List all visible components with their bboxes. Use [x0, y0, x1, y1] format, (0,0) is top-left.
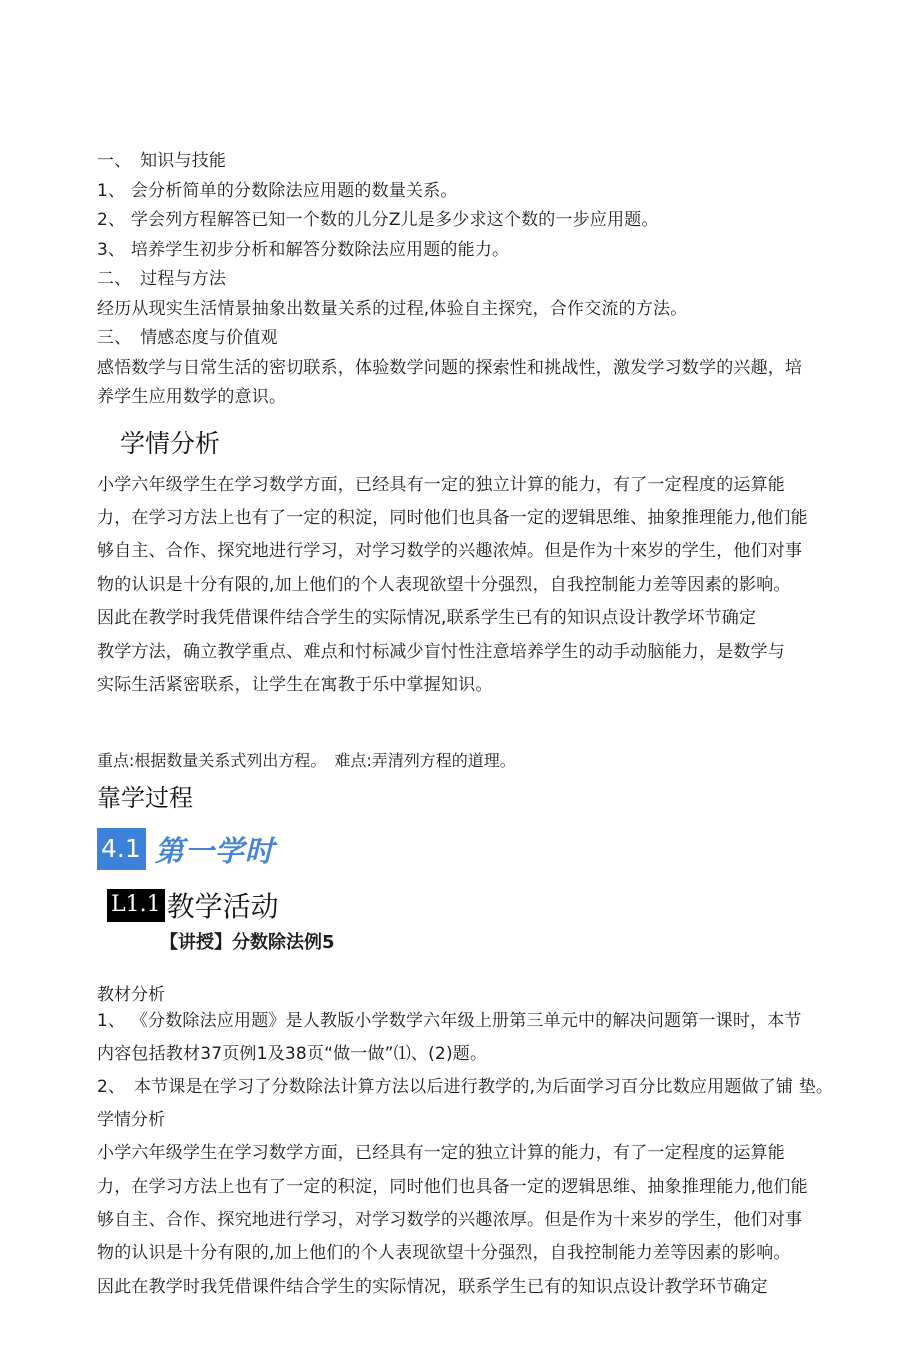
activity-row: [107, 887, 837, 923]
activity-title: 教学活动: [166, 890, 279, 924]
analysis-line: 实际生活紧密联系，让学生在寓教于乐中掌握知识。: [97, 674, 493, 695]
material-analysis-heading: 教材分析: [97, 985, 165, 1006]
analysis-line: 因此在教学时我凭借课件结合学生的实际情况,联系学生已有的知识点设计教学坏节确定: [97, 608, 757, 629]
objectives-text: 经历从现实生活情景抽象出数量关系的过程,体验自主探究，合作交流的方法。: [97, 298, 688, 319]
analysis-line: 力，在学习方法上也有了一定的积淀，同时他们也具备一定的逻辑思维、抽象推理能力,他们能: [97, 507, 808, 528]
objectives-item: 1、 会分析简单的分数除法应用题的数量关系。: [97, 180, 458, 201]
lesson-1-row: [97, 828, 837, 870]
analysis-line: 小学六年级学生在学习数学方面，已经具有一定的独立计算的能力，有了一定程度的运算能: [97, 474, 785, 495]
lecture-subtitle: 【讲授】分数除法例5: [160, 932, 335, 954]
objectives-text: 感悟数学与日常生活的密切联系，体验数学问题的探索性和挑战性，激发学习数学的兴趣，培: [97, 357, 803, 378]
objectives-heading-2: 二、 过程与方法: [97, 269, 227, 289]
keypoints-line: 重点:根据数量关系式列出方程。 难点:弄清列方程的道理。: [97, 751, 516, 771]
analysis-line: 物的认识是十分有限的,加上他们的个人表现欲望十分强烈，自我控制能力差等因素的影响。: [97, 574, 791, 595]
analysis-line: 够自主、合作、探究地进行学习，对学习数学的兴趣浓焯。但是作为十來岁的学生，他们对事: [97, 541, 803, 562]
material-line: 内容包括教材37页例1及38页“做一做”⑴、(2)题。: [97, 1044, 488, 1065]
document-content: [97, 147, 837, 1304]
analysis-line: 小学六年级学生在学习数学方面，已经具有一定的独立计算的能力，有了一定程度的运算能: [97, 1143, 785, 1164]
learner-analysis-2-section: [97, 1104, 837, 1304]
analysis-line: 物的认识是十分有限的,加上他们的个人表现欲望十分强烈，自我控制能力差等因素的影响。: [97, 1243, 791, 1264]
lesson-number-badge: 4.1: [97, 828, 146, 870]
lesson-title: 第一学时: [154, 833, 275, 868]
objectives-text: 养学生应用数学的意识。: [97, 387, 287, 407]
objectives-item: 3、 培养学生初步分析和解答分数除法应用题的能力。: [97, 239, 510, 260]
learner-analysis-2-heading: 学情分析: [97, 1109, 165, 1130]
activity-number-badge: L1.1: [107, 889, 165, 922]
teaching-process-heading: 靠学过程: [97, 784, 193, 813]
objectives-section: [97, 147, 837, 413]
objectives-heading-3: 三、 情感态度与价值观: [97, 328, 278, 348]
material-line: 2、 本节课是在学习了分数除法计算方法以后进行教学的,为后面学习百分比数应用题做了铺 垫。: [97, 1076, 834, 1097]
analysis-line: 教学方法，确立教学重点、难点和忖标减少盲忖性注意培养学生的动手动脑能力，是数学与: [97, 641, 785, 662]
material-line: 1、 《分数除法应用题》是人教版小学数学六年级上册第三单元中的解决问题第一课时，本节: [97, 1011, 802, 1032]
learner-analysis-1-section: [97, 424, 837, 703]
analysis-line: 够自主、合作、探究地进行学习，对学习数学的兴趣浓厚。但是作为十来岁的学生，他们对事: [97, 1209, 803, 1230]
analysis-line: 因此在教学时我凭借课件结合学生的实际情况，联系学生已有的知识点设计教学环节确定: [97, 1276, 768, 1297]
objectives-item: 2、 学会列方程解答已知一个数的儿分Z儿是多少求这个数的一步应用题。: [97, 210, 659, 230]
material-analysis-section: [97, 980, 837, 1103]
objectives-heading-1: 一、 知识与技能: [97, 151, 227, 171]
analysis-line: 力，在学习方法上也有了一定的积淀，同时他们也具备一定的逻辑思维、抽象推理能力,他们能: [97, 1176, 808, 1197]
learner-analysis-1-heading: 学情分析: [120, 428, 221, 458]
